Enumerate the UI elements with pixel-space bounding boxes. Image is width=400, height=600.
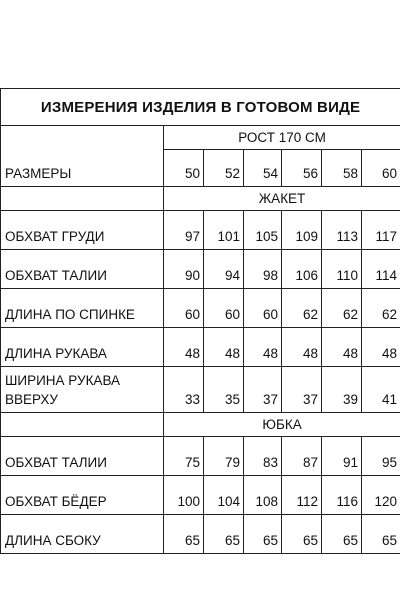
measurement-table-container	[0, 88, 400, 554]
jacket-header-blank	[1, 187, 164, 211]
value-cell: 116	[322, 476, 362, 515]
value-cell: 60	[204, 289, 244, 328]
row-label: ДЛИНА ПО СПИНКЕ	[1, 289, 164, 328]
value-cell: 79	[204, 437, 244, 476]
value-cell: 48	[282, 328, 322, 367]
value-cell: 114	[362, 250, 400, 289]
value-cell: 35	[204, 367, 244, 413]
size-cell: 56	[282, 150, 322, 187]
value-cell: 65	[362, 515, 400, 554]
value-cell: 33	[164, 367, 204, 413]
value-cell: 95	[362, 437, 400, 476]
value-cell: 94	[204, 250, 244, 289]
table-row	[1, 515, 400, 554]
value-cell: 106	[282, 250, 322, 289]
measurement-table	[0, 88, 400, 554]
growth-row	[1, 126, 400, 150]
value-cell: 60	[164, 289, 204, 328]
size-cell: 52	[204, 150, 244, 187]
value-cell: 97	[164, 211, 204, 250]
table-row	[1, 250, 400, 289]
value-cell: 65	[282, 515, 322, 554]
value-cell: 104	[204, 476, 244, 515]
value-cell: 112	[282, 476, 322, 515]
value-cell: 101	[204, 211, 244, 250]
value-cell: 37	[282, 367, 322, 413]
table-title: ИЗМЕРЕНИЯ ИЗДЕЛИЯ В ГОТОВОМ ВИДЕ	[1, 89, 400, 126]
value-cell: 87	[282, 437, 322, 476]
table-row	[1, 437, 400, 476]
table-row	[1, 367, 400, 413]
skirt-header-blank	[1, 413, 164, 437]
value-cell: 75	[164, 437, 204, 476]
value-cell: 65	[204, 515, 244, 554]
value-cell: 62	[362, 289, 400, 328]
value-cell: 90	[164, 250, 204, 289]
value-cell: 108	[244, 476, 282, 515]
skirt-section	[1, 413, 400, 554]
skirt-header-row	[1, 413, 400, 437]
size-cell: 50	[164, 150, 204, 187]
sizes-label: РАЗМЕРЫ	[1, 126, 164, 187]
value-cell: 48	[204, 328, 244, 367]
value-cell: 105	[244, 211, 282, 250]
table-row	[1, 289, 400, 328]
value-cell: 120	[362, 476, 400, 515]
value-cell: 110	[322, 250, 362, 289]
value-cell: 98	[244, 250, 282, 289]
value-cell: 39	[322, 367, 362, 413]
row-label: ОБХВАТ ТАЛИИ	[1, 437, 164, 476]
value-cell: 48	[164, 328, 204, 367]
row-label: ДЛИНА РУКАВА	[1, 328, 164, 367]
row-label: ОБХВАТ ТАЛИИ	[1, 250, 164, 289]
value-cell: 65	[244, 515, 282, 554]
table-row	[1, 328, 400, 367]
value-cell: 62	[322, 289, 362, 328]
row-label: ДЛИНА СБОКУ	[1, 515, 164, 554]
value-cell: 109	[282, 211, 322, 250]
value-cell: 48	[362, 328, 400, 367]
jacket-section	[1, 187, 400, 413]
jacket-header-row	[1, 187, 400, 211]
value-cell: 48	[244, 328, 282, 367]
row-label: ОБХВАТ БЁДЕР	[1, 476, 164, 515]
value-cell: 41	[362, 367, 400, 413]
value-cell: 62	[282, 289, 322, 328]
growth-label: РОСТ 170 СМ	[164, 126, 400, 150]
value-cell: 48	[322, 328, 362, 367]
table-row	[1, 211, 400, 250]
value-cell: 83	[244, 437, 282, 476]
value-cell: 113	[322, 211, 362, 250]
row-label: ШИРИНА РУКАВА ВВЕРХУ	[1, 367, 164, 413]
value-cell: 117	[362, 211, 400, 250]
row-label: ОБХВАТ ГРУДИ	[1, 211, 164, 250]
size-cell: 60	[362, 150, 400, 187]
value-cell: 65	[164, 515, 204, 554]
value-cell: 91	[322, 437, 362, 476]
size-cell: 58	[322, 150, 362, 187]
table-row	[1, 476, 400, 515]
value-cell: 100	[164, 476, 204, 515]
size-cell: 54	[244, 150, 282, 187]
value-cell: 60	[244, 289, 282, 328]
jacket-title: ЖАКЕТ	[164, 187, 400, 211]
value-cell: 65	[322, 515, 362, 554]
value-cell: 37	[244, 367, 282, 413]
title-row	[1, 89, 400, 126]
skirt-title: ЮБКА	[164, 413, 400, 437]
